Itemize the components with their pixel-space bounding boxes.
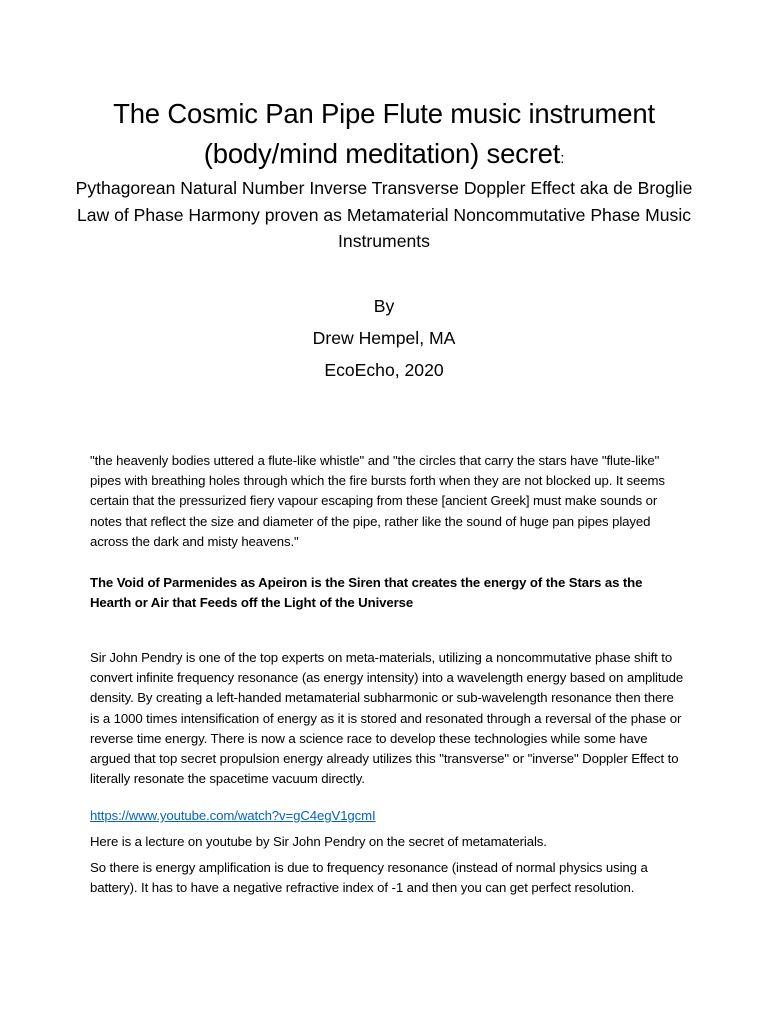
document-title-colon: : [560,150,565,167]
quote-paragraph: "the heavenly bodies uttered a flute-like whistle" and "the circles that carry the stars have "flute-like" pipes with breathing holes through which the fire bursts forth when they are not blocked up. It seems certain that the pressurized fiery vapour escaping from these [ancient Greek] must make sounds or notes that reflect the size and diameter of the pipe, rather like the sound of huge pan pipes played across the dark and misty heavens." [90,453,665,549]
pendry-paragraph: Sir John Pendry is one of the top experts on meta-materials, utilizing a noncommutative phase shift to convert infinite frequency resonance (as energy intensity) into a wavelength energy based on amplitude density. By creating a left-handed metamaterial subharmonic or sub-wavelength resonance then there is a 1000 times intensification of energy as it is stored and resonated through a reversal of the phase or reverse time energy. There is now a science race to develop these technologies while some have argued that top secret propulsion energy already utilizes this "transverse" or "inverse" Doppler Effect to literally resonate the spacetime vacuum directly. [90,650,684,787]
section-heading: The Void of Parmenides as Apeiron is the Siren that creates the energy of the Stars as the Hearth or Air that Feeds off the Light of the Universe [90,575,643,611]
lecture-paragraph: Here is a lecture on youtube by Sir John Pendry on the secret of metamaterials. [90,834,547,849]
byline-author: Drew Hempel, MA [312,328,456,348]
byline [60,295,708,391]
document-subtitle: Pythagorean Natural Number Inverse Transverse Doppler Effect aka de Broglie Law of Phase Harmony proven as Metamaterial Noncommutative Phase Music Instruments [75,178,693,251]
youtube-link[interactable]: https://www.youtube.com/watch?v=gC4egV1gcmI [90,808,376,823]
document-title [60,94,708,179]
byline-by: By [373,296,395,316]
byline-publisher: EcoEcho, 2020 [324,360,444,380]
document-title-text: The Cosmic Pan Pipe Flute music instrument (body/mind meditation) secret [113,98,655,169]
amplification-paragraph: So there is energy amplification is due to frequency resonance (instead of normal physics using a battery). It has to have a negative refractive index of -1 and then you can get perfect resolution. [90,860,648,896]
